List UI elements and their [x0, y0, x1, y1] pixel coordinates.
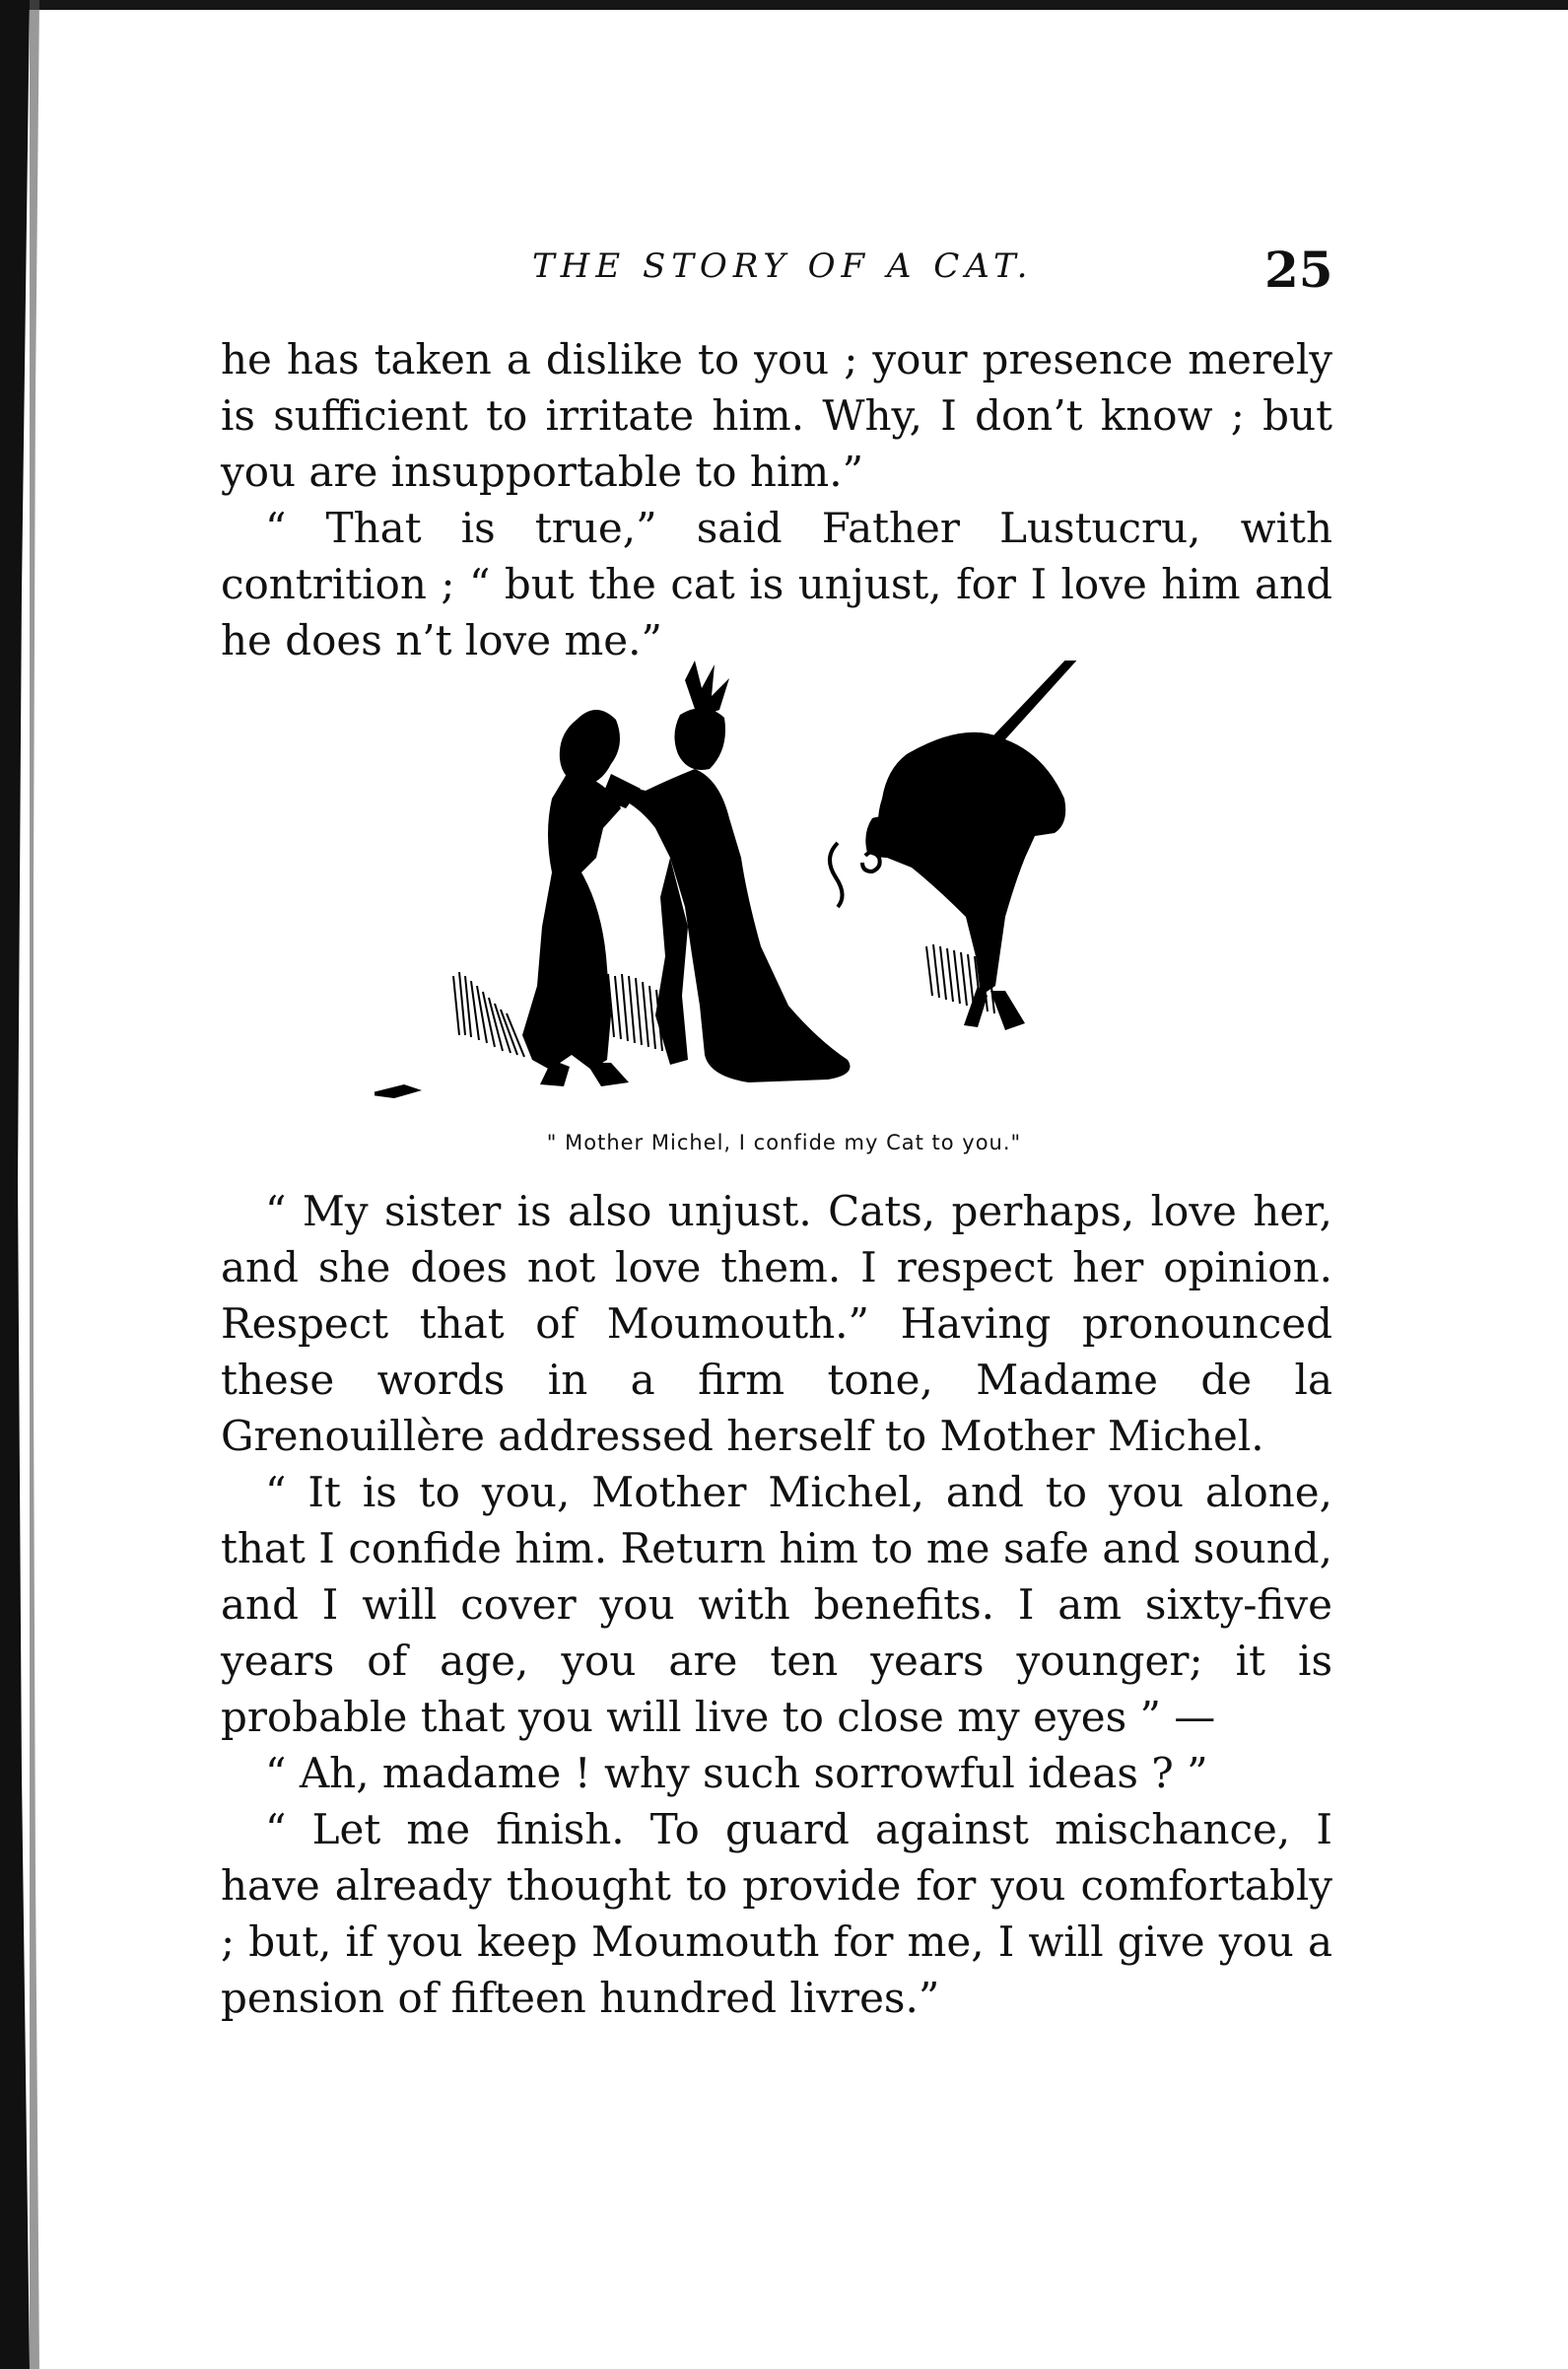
paragraph: “ Ah, madame ! why such sorrowful ideas ? ” [265, 1749, 1208, 1797]
paragraph: “ Let me finish. To guard against mischance, I have already thought to provide for you comfortably ; but, if you keep Moumouth for me, I will give you a pension of fifteen hundred livres.” [221, 1805, 1332, 2022]
cat-outline [830, 843, 880, 907]
page-number: 25 [1264, 241, 1333, 299]
paragraph: he has taken a dislike to you ; your presence merely is sufficient to irritate him. Why, I don’t know ; but you are insupportable to him.” [221, 335, 1332, 496]
paragraph: “ My sister is also unjust. Cats, perhaps, love her, and she does not love them. I respect her opinion. Respect that of Moumouth.” Having pronounced these words in a firm tone, Madame de la Grenouillère addressed herself to Mother Michel. [221, 1187, 1332, 1460]
text-block-top [221, 331, 1332, 668]
ground-mark [375, 1084, 422, 1098]
paragraph: “ It is to you, Mother Michel, and to you alone, that I confide him. Return him to me safe and sound, and I will cover you with benefits. I am sixty-five years of age, you are ten years younger; it is probable that you will live to close my eyes ” — [221, 1468, 1332, 1741]
text-block-bottom [221, 1183, 1332, 2026]
running-head: THE STORY OF A CAT. [532, 246, 1034, 286]
silhouette-illustration [375, 661, 1163, 1124]
lustucru-silhouette [865, 661, 1080, 1030]
illustration-caption: " Mother Michel, I confide my Cat to you." [546, 1131, 1022, 1154]
paragraph: “ That is true,” said Father Lustucru, with contrition ; “ but the cat is unjust, for I love him and he does n’t love me.” [221, 504, 1332, 664]
page-header [0, 241, 1568, 306]
top-border [0, 0, 1568, 10]
page-left-edge-shadow [0, 0, 43, 2369]
